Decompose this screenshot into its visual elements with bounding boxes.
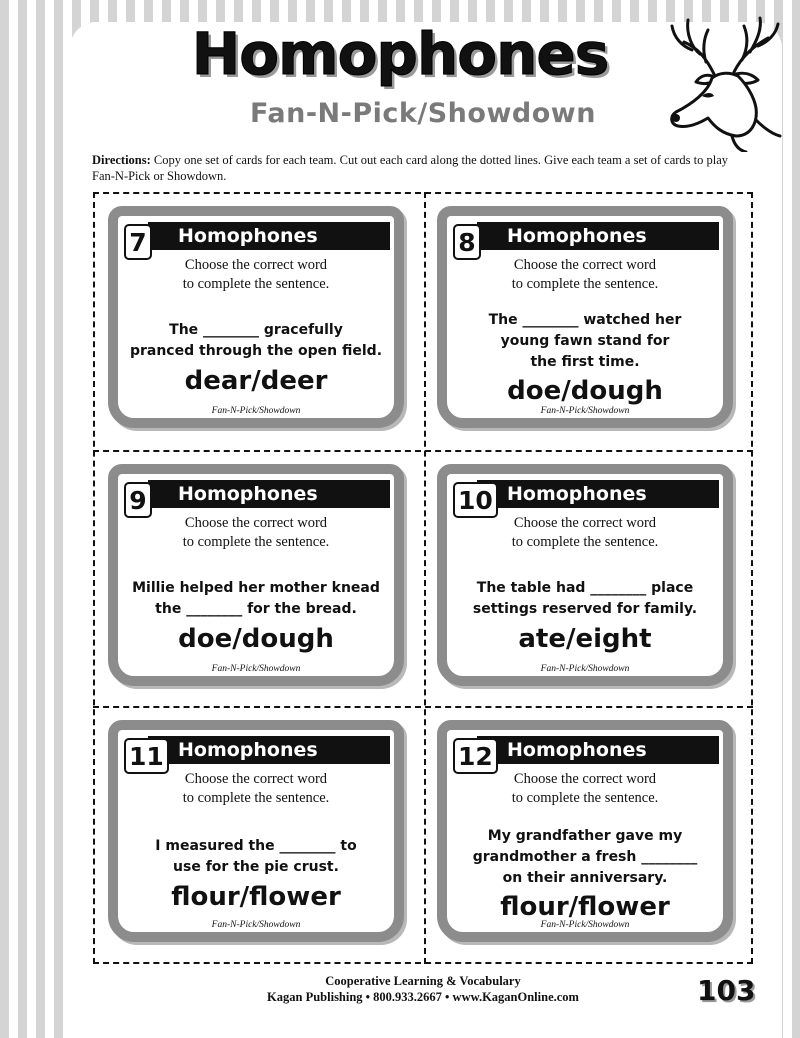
card-sentence-line: I measured the ________ to — [155, 838, 357, 854]
card-instruction-line: to complete the sentence. — [511, 534, 659, 550]
card-sentence-line: grandmother a fresh ________ — [472, 849, 698, 865]
card-sentence-line: The ________ watched her — [488, 312, 682, 328]
card-number: 7 — [124, 224, 152, 260]
card-footer: Fan-N-Pick/Showdown — [211, 406, 301, 416]
page-number: 103 — [697, 974, 756, 1007]
card-sentence-line: The table had ________ place — [476, 580, 694, 596]
card-instruction — [447, 514, 723, 552]
card-sentence — [447, 578, 723, 620]
card-instruction-line: to complete the sentence. — [182, 276, 330, 292]
card-footer: Fan-N-Pick/Showdown — [211, 920, 301, 930]
card-number: 12 — [453, 738, 498, 774]
card-instruction-line: to complete the sentence. — [511, 790, 659, 806]
card-heading: Homophones — [477, 222, 719, 250]
cut-line-horizontal-1 — [93, 450, 753, 452]
card-instruction-line: Choose the correct word — [184, 257, 328, 273]
card-answer: dear/deer — [184, 366, 328, 396]
card-instruction-line: to complete the sentence. — [182, 790, 330, 806]
card-sentence-line: My grandfather gave my — [487, 828, 683, 844]
card-heading: Homophones — [477, 480, 719, 508]
card-sentence-line: young fawn stand for — [500, 333, 670, 349]
card-instruction-line: Choose the correct word — [513, 257, 657, 273]
card-instruction-line: Choose the correct word — [513, 771, 657, 787]
card-number: 8 — [453, 224, 481, 260]
card-instruction-line: Choose the correct word — [184, 515, 328, 531]
card-instruction — [118, 770, 394, 808]
card-heading: Homophones — [148, 222, 390, 250]
page-title: Homophones — [191, 20, 609, 88]
card-11 — [108, 720, 404, 942]
card-footer: Fan-N-Pick/Showdown — [211, 664, 301, 674]
card-sentence-line: settings reserved for family. — [472, 601, 698, 617]
card-sentence-line: Millie helped her mother knead — [132, 580, 380, 596]
card-sentence-line: use for the pie crust. — [173, 859, 339, 875]
card-12 — [437, 720, 733, 942]
card-sentence-line: pranced through the open field. — [129, 343, 383, 359]
deer-head-icon — [662, 12, 782, 152]
card-instruction-line: Choose the correct word — [513, 515, 657, 531]
card-number: 9 — [124, 482, 152, 518]
footer-publisher: Kagan Publishing • 800.933.2667 • www.KaganOnline.com — [267, 990, 579, 1004]
directions-label: Directions: — [92, 153, 151, 167]
card-sentence-line: the first time. — [530, 354, 640, 370]
card-answer: flour/flower — [171, 882, 341, 912]
card-sentence — [447, 826, 723, 889]
cut-line-vertical — [424, 192, 426, 964]
directions-text — [92, 152, 752, 184]
card-answer: doe/dough — [507, 376, 663, 406]
cut-line-horizontal-2 — [93, 706, 753, 708]
card-sentence — [118, 320, 394, 362]
card-instruction — [118, 514, 394, 552]
card-sentence-line: the ________ for the bread. — [155, 601, 357, 617]
card-footer: Fan-N-Pick/Showdown — [540, 406, 630, 416]
card-sentence-line: on their anniversary. — [502, 870, 668, 886]
card-answer: doe/dough — [178, 624, 334, 654]
card-sentence-line: The ________ gracefully — [169, 322, 343, 338]
card-instruction-line: to complete the sentence. — [182, 534, 330, 550]
directions-body: Copy one set of cards for each team. Cut out each card along the dotted lines. Give each team a set of cards to play Fan-N-Pick or Showdown. — [92, 153, 729, 183]
card-instruction-line: Choose the correct word — [184, 771, 328, 787]
card-9 — [108, 464, 404, 686]
card-footer: Fan-N-Pick/Showdown — [540, 664, 630, 674]
card-heading: Homophones — [148, 736, 390, 764]
card-sentence — [447, 310, 723, 373]
card-instruction — [447, 770, 723, 808]
footer-book-title: Cooperative Learning & Vocabulary — [325, 974, 521, 988]
card-heading: Homophones — [477, 736, 719, 764]
card-instruction — [118, 256, 394, 294]
card-heading: Homophones — [148, 480, 390, 508]
card-instruction-line: to complete the sentence. — [511, 276, 659, 292]
card-number: 10 — [453, 482, 498, 518]
card-instruction — [447, 256, 723, 294]
card-number: 11 — [124, 738, 169, 774]
card-answer: ate/eight — [518, 624, 652, 654]
page-subtitle: Fan-N-Pick/Showdown — [250, 98, 596, 129]
card-sentence — [118, 578, 394, 620]
card-8 — [437, 206, 733, 428]
card-footer: Fan-N-Pick/Showdown — [540, 920, 630, 930]
card-sentence — [118, 836, 394, 878]
card-answer: flour/flower — [500, 892, 670, 922]
card-10 — [437, 464, 733, 686]
card-7 — [108, 206, 404, 428]
